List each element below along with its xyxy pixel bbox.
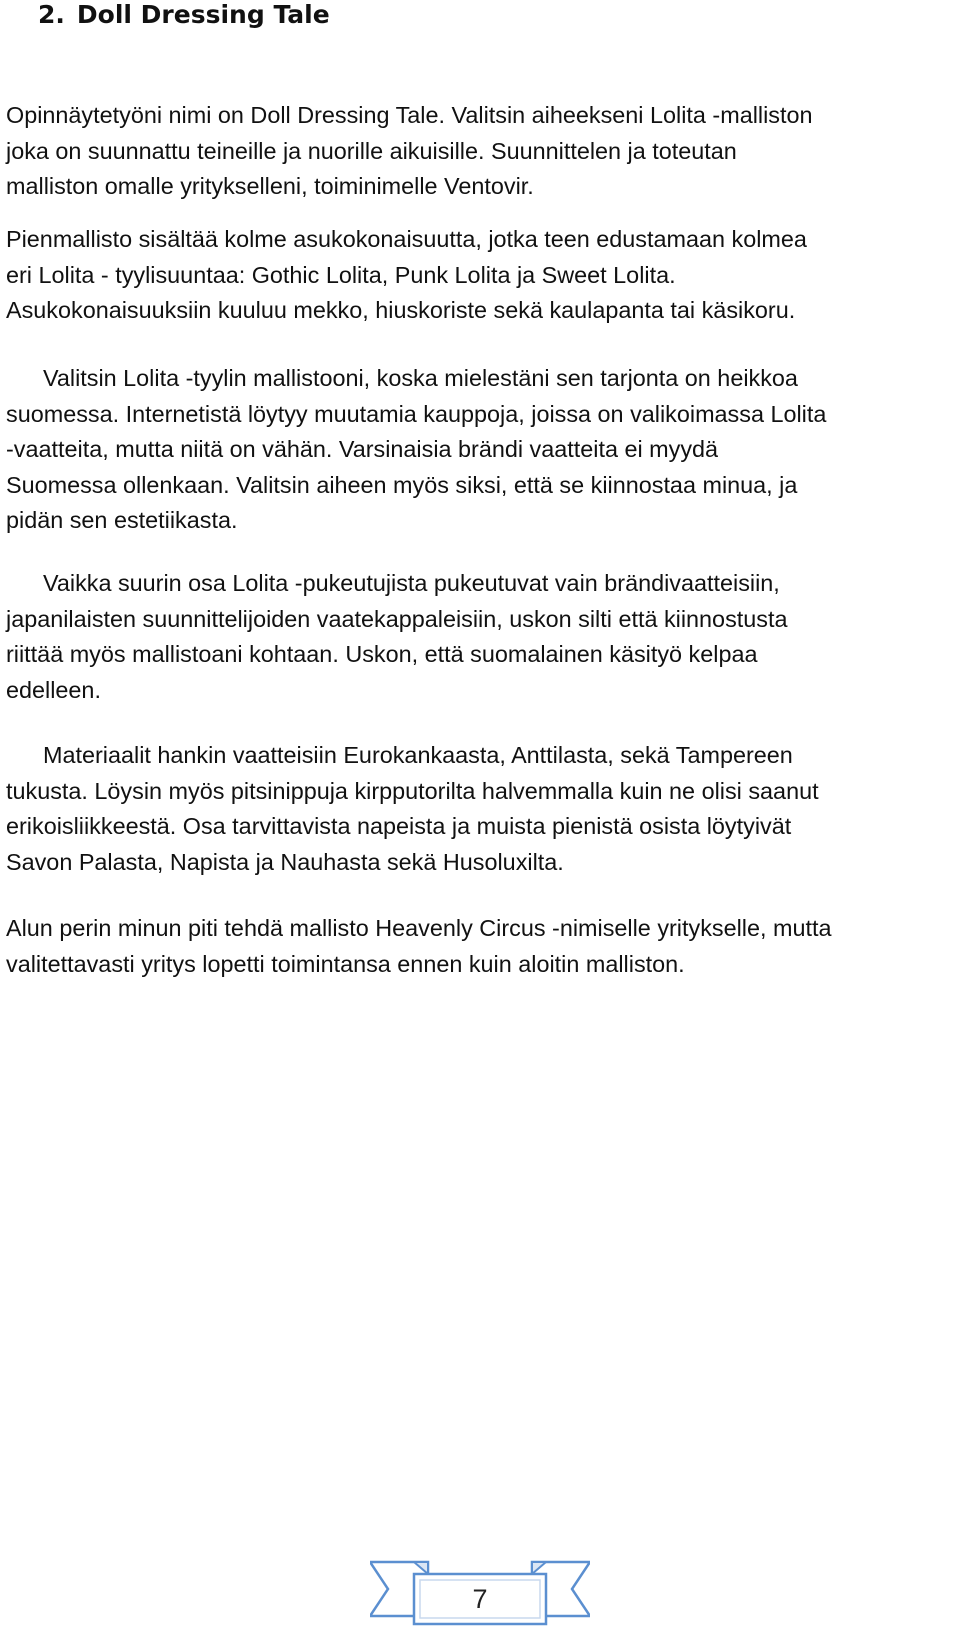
- text-line: valitettavasti yritys lopetti toimintansa ennen kuin aloitin malliston.: [6, 950, 685, 977]
- section-heading: [38, 0, 330, 32]
- text-line: erikoisliikkeestä. Osa tarvittavista napeista ja muista pienistä osista löytyivät: [6, 813, 792, 839]
- page-number-ribbon: [370, 1560, 590, 1626]
- text-line: Alun perin minun piti tehdä mallisto Heavenly Circus -nimiselle yritykselle, mutta: [6, 915, 832, 941]
- text-line: Vaikka suurin osa Lolita -pukeutujista pukeutuvat vain brändivaatteisiin,: [43, 570, 780, 596]
- paragraph-collection-content: [6, 222, 956, 329]
- section-title: Doll Dressing Tale: [76, 0, 330, 29]
- text-line: joka on suunnattu teineille ja nuorille aikuisille. Suunnittelen ja toteutan: [6, 137, 737, 164]
- page-number: 7: [472, 1584, 488, 1614]
- text-line: Pienmallisto sisältää kolme asukokonaisuutta, jotka teen edustamaan kolmea: [6, 226, 807, 252]
- paragraph-history: [6, 911, 956, 982]
- paragraph-interest: [6, 566, 956, 708]
- text-line: Savon Palasta, Napista ja Nauhasta sekä Husoluxilta.: [6, 848, 564, 875]
- section-number: 2.: [38, 0, 65, 29]
- text-line: Suomessa ollenkaan. Valitsin aiheen myös siksi, että se kiinnostaa minua, ja: [6, 471, 798, 498]
- paragraph-intro: [6, 98, 956, 205]
- text-line: Asukokonaisuuksiin kuuluu mekko, hiuskoriste sekä kaulapanta tai käsikoru.: [6, 297, 796, 323]
- text-line: -vaatteita, mutta niitä on vähän. Varsinaisia brändi vaatteita ei myydä: [6, 436, 719, 462]
- text-line: pidän sen estetiikasta.: [6, 507, 238, 533]
- text-line: Opinnäytetyöni nimi on Doll Dressing Tale. Valitsin aiheekseni Lolita -malliston: [6, 102, 813, 128]
- text-line: malliston omalle yritykselleni, toiminimelle Ventovir.: [6, 173, 534, 199]
- paragraph-materials: [6, 738, 956, 880]
- paragraph-motivation: [6, 361, 956, 539]
- text-line: japanilaisten suunnittelijoiden vaatekappaleisiin, uskon silti että kiinnostusta: [6, 605, 788, 632]
- text-line: eri Lolita - tyylisuuntaa: Gothic Lolita, Punk Lolita ja Sweet Lolita.: [6, 261, 676, 288]
- text-line: edelleen.: [6, 676, 101, 703]
- text-line: riittää myös mallistoani kohtaan. Uskon, että suomalainen käsityö kelpaa: [6, 641, 758, 667]
- text-line: tukusta. Löysin myös pitsinippuja kirpputorilta halvemmalla kuin ne olisi saanut: [6, 777, 819, 804]
- text-line: suomessa. Internetistä löytyy muutamia kauppoja, joissa on valikoimassa Lolita: [6, 400, 827, 427]
- text-line: Materiaalit hankin vaatteisiin Eurokankaasta, Anttilasta, sekä Tampereen: [43, 742, 793, 768]
- text-line: Valitsin Lolita -tyylin mallistooni, koska mielestäni sen tarjonta on heikkoa: [43, 365, 798, 391]
